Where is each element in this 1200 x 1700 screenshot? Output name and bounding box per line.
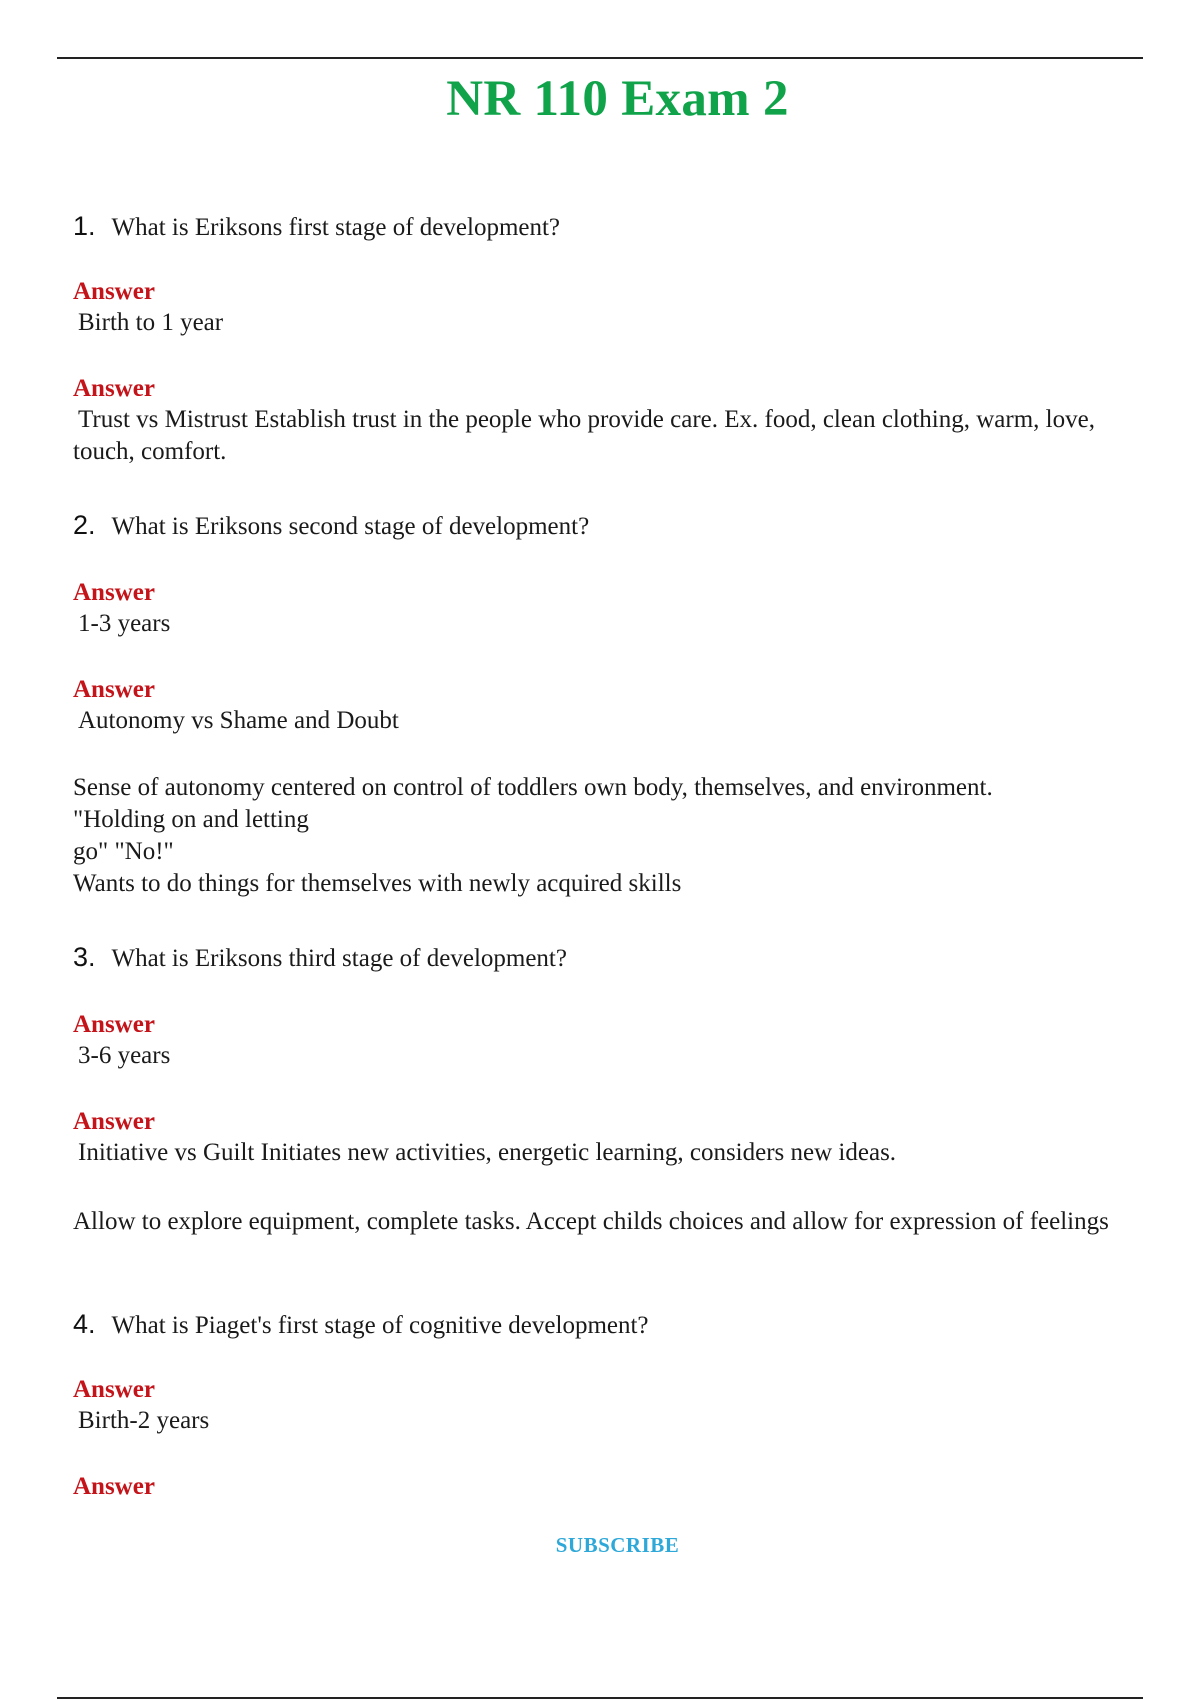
page-title: NR 110 Exam 2	[446, 71, 789, 127]
answer-text: Autonomy vs Shame and Doubt	[78, 707, 399, 734]
question-text: What is Eriksons third stage of development?	[111, 945, 567, 972]
question-row	[73, 941, 1153, 975]
top-rule	[57, 57, 1143, 59]
answer-text: Trust vs Mistrust Establish trust in the people who provide care. Ex. food, clean clothing, warm, love, touch, comfort.	[73, 406, 1095, 465]
answer-text: 3-6 years	[78, 1042, 171, 1069]
question-2	[73, 509, 1153, 543]
question-row	[73, 509, 1153, 543]
answer-paragraph	[73, 1206, 1153, 1238]
answer-block	[73, 1472, 1153, 1502]
question-3	[73, 941, 1153, 975]
answer-label: Answer	[73, 676, 155, 703]
question-text: What is Eriksons second stage of development?	[111, 513, 590, 540]
question-number: 2.	[73, 510, 96, 540]
answer-block	[73, 1010, 1153, 1072]
answer-block	[73, 277, 1153, 339]
question-number: 3.	[73, 942, 96, 972]
answer-block	[73, 374, 1153, 468]
question-text: What is Eriksons first stage of development?	[111, 214, 561, 241]
question-row	[73, 210, 1153, 244]
subscribe-link[interactable]: SUBSCRIBE	[555, 1533, 680, 1557]
question-number: 1.	[73, 211, 96, 241]
answer-block	[73, 1107, 1153, 1169]
paragraph-line: Allow to explore equipment, complete tasks. Accept childs choices and allow for expression of feelings	[73, 1208, 1109, 1235]
answer-paragraph	[73, 772, 1153, 900]
paragraph-line: Sense of autonomy centered on control of toddlers own body, themselves, and environment.	[73, 774, 993, 801]
answer-label: Answer	[73, 278, 155, 305]
paragraph-line: go" "No!"	[73, 838, 174, 865]
question-1	[73, 210, 1153, 244]
question-row	[73, 1308, 1153, 1342]
answer-text: Birth to 1 year	[78, 309, 224, 336]
answer-label: Answer	[73, 375, 155, 402]
question-number: 4.	[73, 1309, 96, 1339]
answer-label: Answer	[73, 1011, 155, 1038]
answer-block	[73, 1375, 1153, 1437]
question-4	[73, 1308, 1153, 1342]
answer-text: Birth-2 years	[78, 1407, 210, 1434]
answer-label: Answer	[73, 1473, 155, 1500]
answer-text: 1-3 years	[78, 610, 171, 637]
paragraph-line: Wants to do things for themselves with newly acquired skills	[73, 870, 682, 897]
answer-label: Answer	[73, 579, 155, 606]
answer-block	[73, 578, 1153, 640]
paragraph-line: "Holding on and letting	[73, 806, 309, 833]
answer-label: Answer	[73, 1376, 155, 1403]
answer-text: Initiative vs Guilt Initiates new activities, energetic learning, considers new ideas.	[78, 1139, 897, 1166]
question-text: What is Piaget's first stage of cognitive development?	[111, 1312, 649, 1339]
bottom-rule	[57, 1697, 1143, 1699]
answer-label: Answer	[73, 1108, 155, 1135]
answer-block	[73, 675, 1153, 737]
